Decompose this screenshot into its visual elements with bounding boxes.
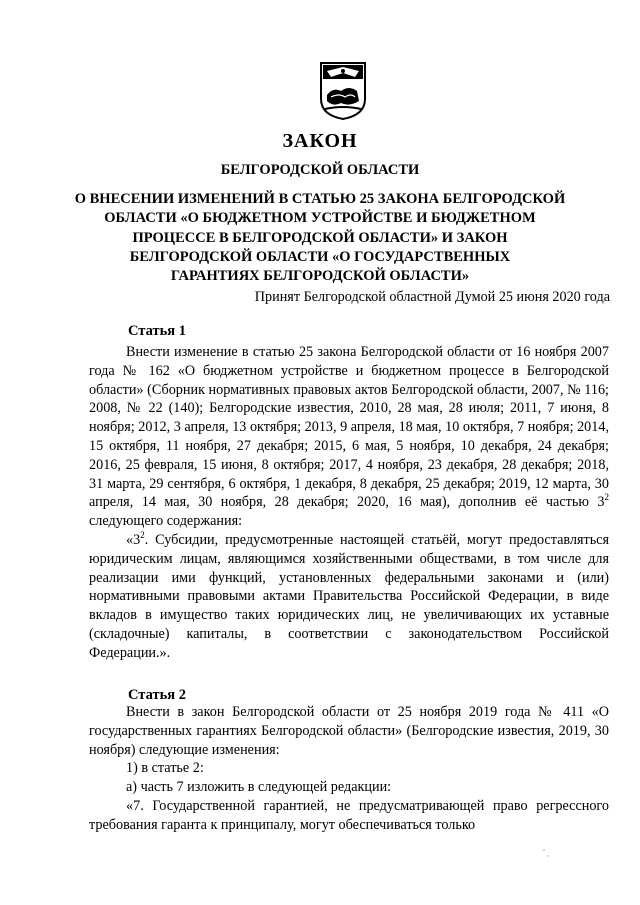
- document-heading: [0, 190, 640, 286]
- article-2-title: Статья 2: [128, 687, 186, 703]
- heading-line: ОБЛАСТИ «О БЮДЖЕТНОМ УСТРОЙСТВЕ И БЮДЖЕТНОМ: [104, 210, 536, 227]
- heading-line: ГАРАНТИЯХ БЕЛГОРОДСКОЙ ОБЛАСТИ»: [170, 268, 470, 285]
- document-type: ЗАКОН: [282, 130, 358, 152]
- article-2-intro: Внести в закон Белгородской области от 25 ноября 2019 года № 411 «О государственных гарантиях Белгородской области» (Белгородские известия, 2019, 30 ноября) следующие изменения:: [89, 704, 609, 758]
- article-2-quote: «7. Государственной гарантией, не предусматривающей право регрессного требования гаранта к принципалу, могут обеспечиваться только: [89, 797, 609, 833]
- heading-line: О ВНЕСЕНИИ ИЗМЕНЕНИЙ В СТАТЬЮ 25 ЗАКОНА БЕЛГОРОДСКОЙ: [74, 191, 566, 207]
- article-2-item-1a: а) часть 7 изложить в следующей редакции:: [126, 779, 392, 796]
- document-region: БЕЛГОРОДСКОЙ ОБЛАСТИ: [220, 162, 420, 178]
- coat-of-arms-icon: [319, 61, 367, 121]
- acceptance-note: Принят Белгородской областной Думой 25 июня 2020 года: [254, 289, 610, 305]
- article-2-body: [89, 703, 609, 835]
- heading-line: БЕЛГОРОДСКОЙ ОБЛАСТИ «О ГОСУДАРСТВЕННЫХ: [129, 248, 511, 265]
- article-1-paragraph: Внести изменение в статью 25 закона Белгородской области от 16 ноября 2007 года № 162 «О бюджетном устройстве и бюджетном процессе в Белгородской области» (Сборник нормативных правовых актов Белгородской области, 2007, № 116; 2008, № 22 (140); Белгородские известия, 2010, 28 мая, 28 июля; 2011, 7 июня, 8 ноября; 2012, 3 апреля, 13 октября; 2013, 9 апреля, 18 мая, 10 октября, 7 ноября; 2014, 15 октября, 11 ноября, 27 декабря; 2015, 6 мая, 5 ноября, 10 декабря, 24 декабря; 2016, 25 февраля, 15 июня, 8 октября; 2017, 4 ноября, 23 декабря, 28 декабря; 2018, 31 марта, 29 сентября, 6 октября, 1 декабря, 8 декабря, 25 декабря; 2019, 12 марта, 30 апреля, 14 мая, 30 ноября, 28 декабря; 2020, 16 мая), дополнив её частью $3^2$ следующего содержания:: [89, 344, 609, 530]
- article-1-quote: «$3^2$. Субсидии, предусмотренные настоящей статьёй, могут предоставляться юридическим лицам, являющимся хозяйственными обществами, в том числе для реализации ими функций, установленных федеральными законами и (или) нормативными правовыми актами Правительства Российской Федерации, в виде вкладов в имущество таких юридических лиц, не увеличивающих их уставные (складочные) капиталы, в соответствии с законодательством Российской Федерации.».: [89, 529, 609, 661]
- article-1-title: Статья 1: [128, 323, 186, 339]
- article-2-item-1: 1) в статье 2:: [126, 760, 204, 777]
- scan-speck-icon: [541, 847, 553, 861]
- article-1-body: [89, 343, 609, 663]
- heading-line: ПРОЦЕССЕ В БЕЛГОРОДСКОЙ ОБЛАСТИ» И ЗАКОН: [132, 229, 508, 246]
